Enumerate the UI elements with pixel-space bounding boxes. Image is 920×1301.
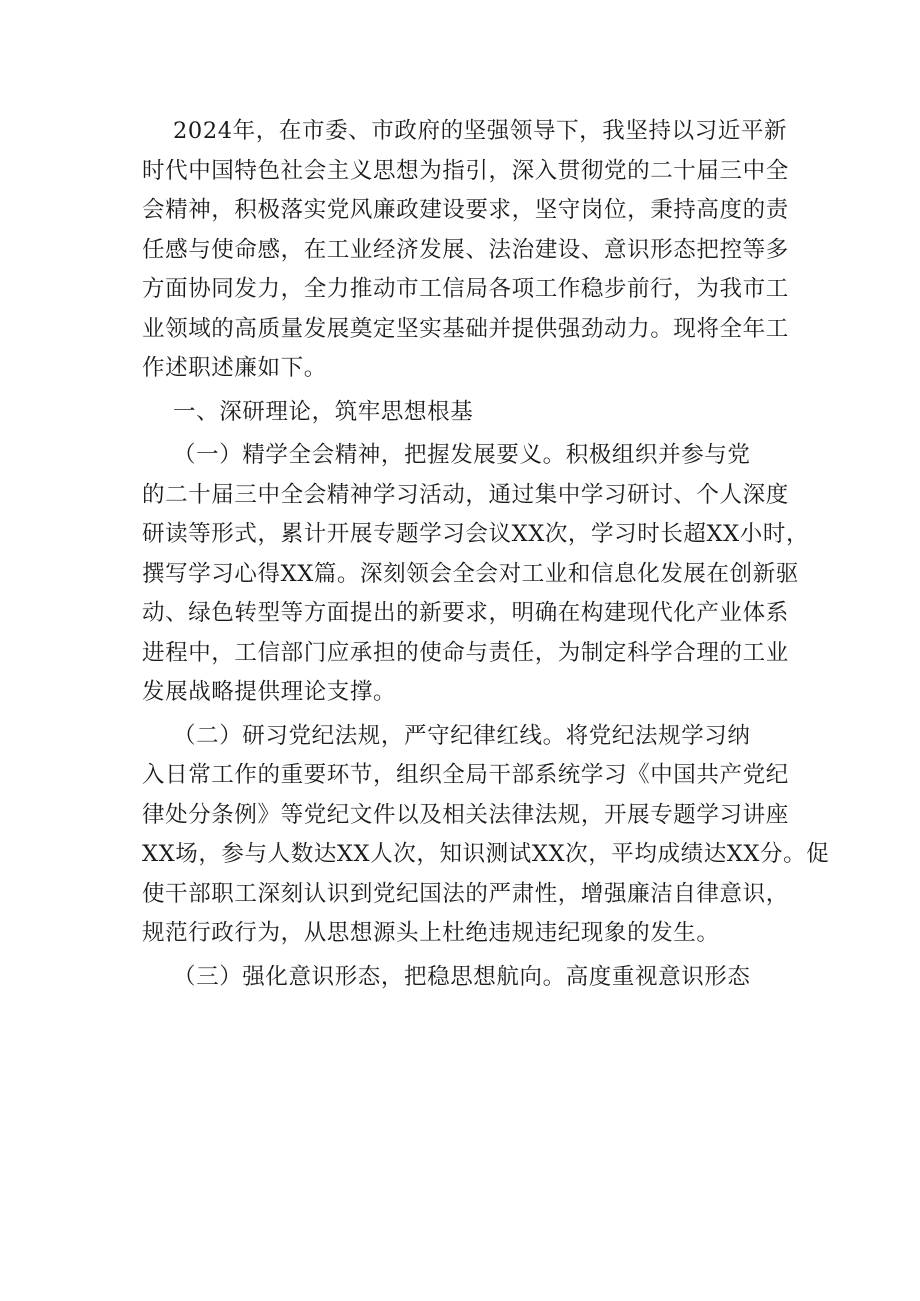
text-line: 撰写学习心得XX篇。深刻领会全会对工业和信息化发展在创新驱 — [142, 560, 799, 587]
text-line: （三）强化意识形态，把稳思想航向。高度重视意识形态 — [142, 963, 751, 990]
text-line: 使干部职工深刻认识到党纪国法的严肃性，增强廉洁自律意识， — [142, 880, 789, 907]
text-line: 2024年，在市委、市政府的坚强领导下，我坚持以习近平新 — [142, 118, 788, 144]
text-line: （二）研习党纪法规，严守纪律红线。将党纪法规学习纳 — [142, 722, 751, 749]
text-line: 任感与使命感，在工业经济发展、法治建设、意识形态把控等多 — [142, 236, 789, 263]
text-line: 研读等形式，累计开展专题学习会议XX次，学习时长超XX小时， — [142, 521, 810, 547]
text-line: 发展战略提供理论支撑。 — [142, 679, 397, 705]
text-line: 会精神，积极落实党风廉政建设要求，坚守岗位，秉持高度的责 — [142, 197, 789, 223]
paragraph — [142, 112, 789, 389]
text-line: 的二十届三中全会精神学习活动，通过集中学习研讨、个人深度 — [142, 481, 789, 508]
text-line: XX场，参与人数达XX人次，知识测试XX次，平均成绩达XX分。促 — [142, 841, 830, 867]
text-line: 业领域的高质量发展奠定坚实基础并提供强劲动力。现将全年工 — [142, 315, 789, 342]
text-line: 时代中国特色社会主义思想为指引，深入贯彻党的二十届三中全 — [142, 157, 789, 184]
text-line: 进程中，工信部门应承担的使命与责任，为制定科学合理的工业 — [142, 639, 789, 666]
text-line: （一）精学全会精神，把握发展要义。积极组织并参与党 — [142, 442, 751, 468]
text-line: 作述职述廉如下。 — [142, 355, 327, 381]
paragraph — [142, 436, 810, 713]
section-heading — [142, 393, 782, 433]
text-line: 方面协同发力，全力推动市工信局各项工作稳步前行，为我市工 — [142, 276, 789, 302]
text-line: 一、深研理论，筑牢思想根基 — [142, 398, 474, 425]
document-body — [142, 112, 830, 997]
text-line: 律处分条例》等党纪文件以及相关法律法规，开展专题学习讲座 — [142, 801, 789, 828]
paragraph — [142, 717, 830, 954]
paragraph — [142, 958, 782, 998]
text-line: 规范行政行为，从思想源头上杜绝违规违纪现象的发生。 — [142, 920, 720, 946]
text-line: 入日常工作的重要环节，组织全局干部系统学习《中国共产党纪 — [142, 762, 789, 788]
text-line: 动、绿色转型等方面提出的新要求，明确在构建现代化产业体系 — [142, 600, 789, 626]
